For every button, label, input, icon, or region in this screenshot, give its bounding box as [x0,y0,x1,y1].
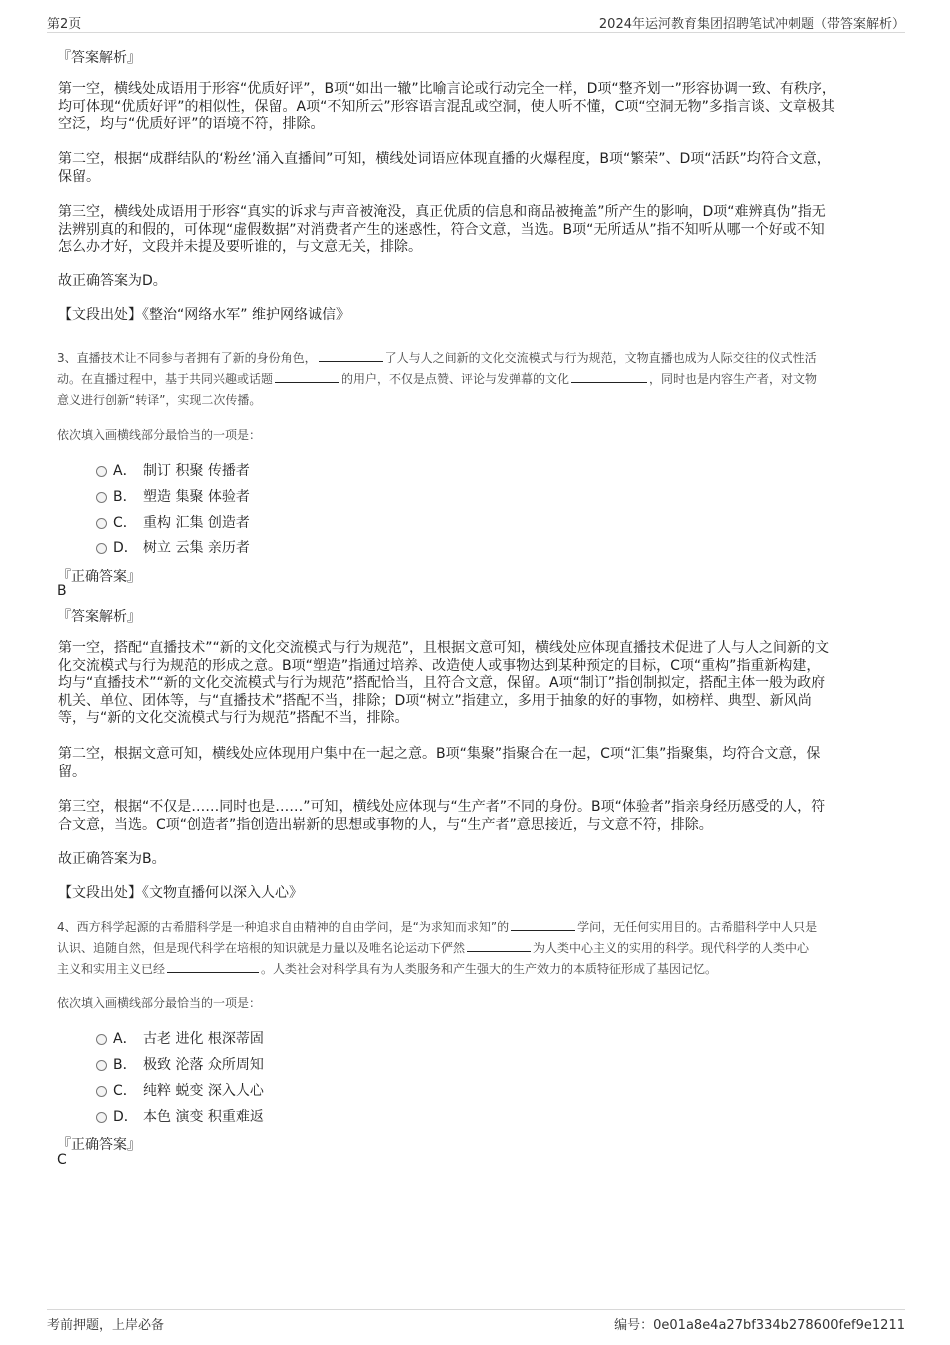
document-title: 2024年运河教育集团招聘笔试冲刺题（带答案解析） [598,17,905,32]
radio-icon[interactable] [96,1086,107,1097]
analysis-paragraph-3: 第三空，横线处成语用于形容“真实的诉求与声音被淹没，真正优质的信息和商品被掩盖”所产生的影响，D项“难辨真伪”指无 法辨别真的和假的，可体现“虚假数据”对消费者产生的迷惑性，符合文意，当选。B项“无所适从”指不知听从哪一个好或不知 怎么办才好，文段并未提及要听谁的，与文意无关，排除。 [58,204,826,255]
radio-icon[interactable] [96,1112,107,1123]
radio-icon[interactable] [96,1060,107,1071]
option-b[interactable]: B． 极致 沦落 众所周知 [96,1054,264,1074]
radio-icon[interactable] [96,1034,107,1045]
radio-icon[interactable] [96,492,107,503]
analysis-paragraph-3: 第三空，根据“不仅是……同时也是……”可知，横线处应体现与“生产者”不同的身份。B项“体验者”指亲身经历感受的人，符 合文意，当选。C项“创造者”指创造出崭新的思想或事物的人，与“生产者”意思接近，与文意不符，排除。 [58,799,826,833]
blank-2 [467,938,531,952]
page-footer [47,1309,905,1333]
source-citation: 【文段出处】《文物直播何以深入人心》 [58,885,303,901]
radio-icon[interactable] [96,466,107,477]
blank-3 [167,959,259,973]
analysis-conclusion: 故正确答案为D。 [58,273,167,289]
question-4-stem: 4、西方科学起源的古希腊科学是一种追求自由精神的自由学问，是“为求知而求知”的 学问，无任何实用目的。古希腊科学中人只是 认识、追随自然，但是现代科学在培根的知识就是力量以及唯名论运动下俨然 为人类中心主义的实用的科学。现代科学的人类中心 主义和实用主义已经 。人类社会对科学具有为人类服务和产生强大的生产效力的本质特征形成了基因记忆。 [57,917,897,980]
option-a[interactable]: A． 古老 进化 根深蒂固 [96,1028,264,1048]
option-c[interactable]: C． 重构 汇集 创造者 [96,512,250,532]
correct-answer-value: B [57,583,67,599]
question-3-prompt: 依次填入画横线部分最恰当的一项是： [57,428,262,442]
question-4-prompt: 依次填入画横线部分最恰当的一项是： [57,996,262,1010]
option-a[interactable]: A． 制订 积聚 传播者 [96,460,250,480]
analysis-conclusion: 故正确答案为B。 [58,851,166,867]
document-id: 编号：0e01a8e4a27bf334b278600fef9e1211 [614,1318,905,1333]
correct-answer-value: C [57,1152,67,1168]
option-b[interactable]: B． 塑造 集聚 体验者 [96,486,250,506]
source-citation: 【文段出处】《整治“网络水军” 维护网络诚信》 [58,307,350,323]
option-d[interactable]: D． 本色 演变 积重难返 [96,1106,264,1126]
correct-answer-label: 『正确答案』 [57,1137,141,1153]
analysis-label: 『答案解析』 [57,609,141,625]
blank-1 [319,348,383,362]
footer-slogan: 考前押题，上岸必备 [47,1318,165,1333]
analysis-paragraph-1: 第一空，横线处成语用于形容“优质好评”，B项“如出一辙”比喻言论或行动完全一样，D项“整齐划一”形容协调一致、有秩序， 均可体现“优质好评”的相似性，保留。A项“不知所云”形容语言混乱或空洞，使人听不懂，C项“空洞无物”多指言谈、文章极其 空泛，均与“优质好评”的语境不符，排除。 [58,81,836,132]
page-header [47,8,905,33]
analysis-paragraph-2: 第二空，根据“成群结队的‘粉丝’涌入直播间”可知，横线处词语应体现直播的火爆程度，B项“繁荣”、D项“活跃”均符合文意， 保留。 [58,151,831,185]
option-c[interactable]: C． 纯粹 蜕变 深入人心 [96,1080,264,1100]
analysis-paragraph-1: 第一空，搭配“直播技术”“新的文化交流模式与行为规范”，且根据文意可知，横线处应体现直播技术促进了人与人之间新的文 化交流模式与行为规范的形成之意。B项“塑造”指通过培养、改造使人或事物达到某种预定的目标，C项“重构”指重新构建， 均与“直播技术”“新的文化交流模式与行为规范”搭配恰当，且符合文意，保留。A项“制订”指创制拟定，搭配主体一般为政府 机关、单位、团体等，与“直播技术”搭配不当，排除；D项“树立”指建立，多用于抽象的好的事物，如榜样、典型、新风尚 等，与“新的文化交流模式与行为规范”搭配不当，排除。 [58,640,830,726]
blank-2 [275,369,339,383]
radio-icon[interactable] [96,543,107,554]
page-number: 第2页 [47,17,82,32]
blank-1 [511,917,575,931]
option-d[interactable]: D． 树立 云集 亲历者 [96,537,250,557]
correct-answer-label: 『正确答案』 [57,569,141,585]
analysis-label: 『答案解析』 [57,50,141,66]
blank-3 [571,369,647,383]
question-3-stem: 3、直播技术让不同参与者拥有了新的身份角色， 了人与人之间新的文化交流模式与行为规范，文物直播也成为人际交往的仪式性活 动。在直播过程中，基于共同兴趣或话题 的用户，不仅是点赞、评论与发弹幕的文化 ，同时也是内容生产者，对文物 意义进行创新“转译”，实现二次传播。 [57,348,897,411]
analysis-paragraph-2: 第二空，根据文意可知，横线处应体现用户集中在一起之意。B项“集聚”指聚合在一起，C项“汇集”指聚集，均符合文意，保 留。 [58,746,821,780]
radio-icon[interactable] [96,518,107,529]
